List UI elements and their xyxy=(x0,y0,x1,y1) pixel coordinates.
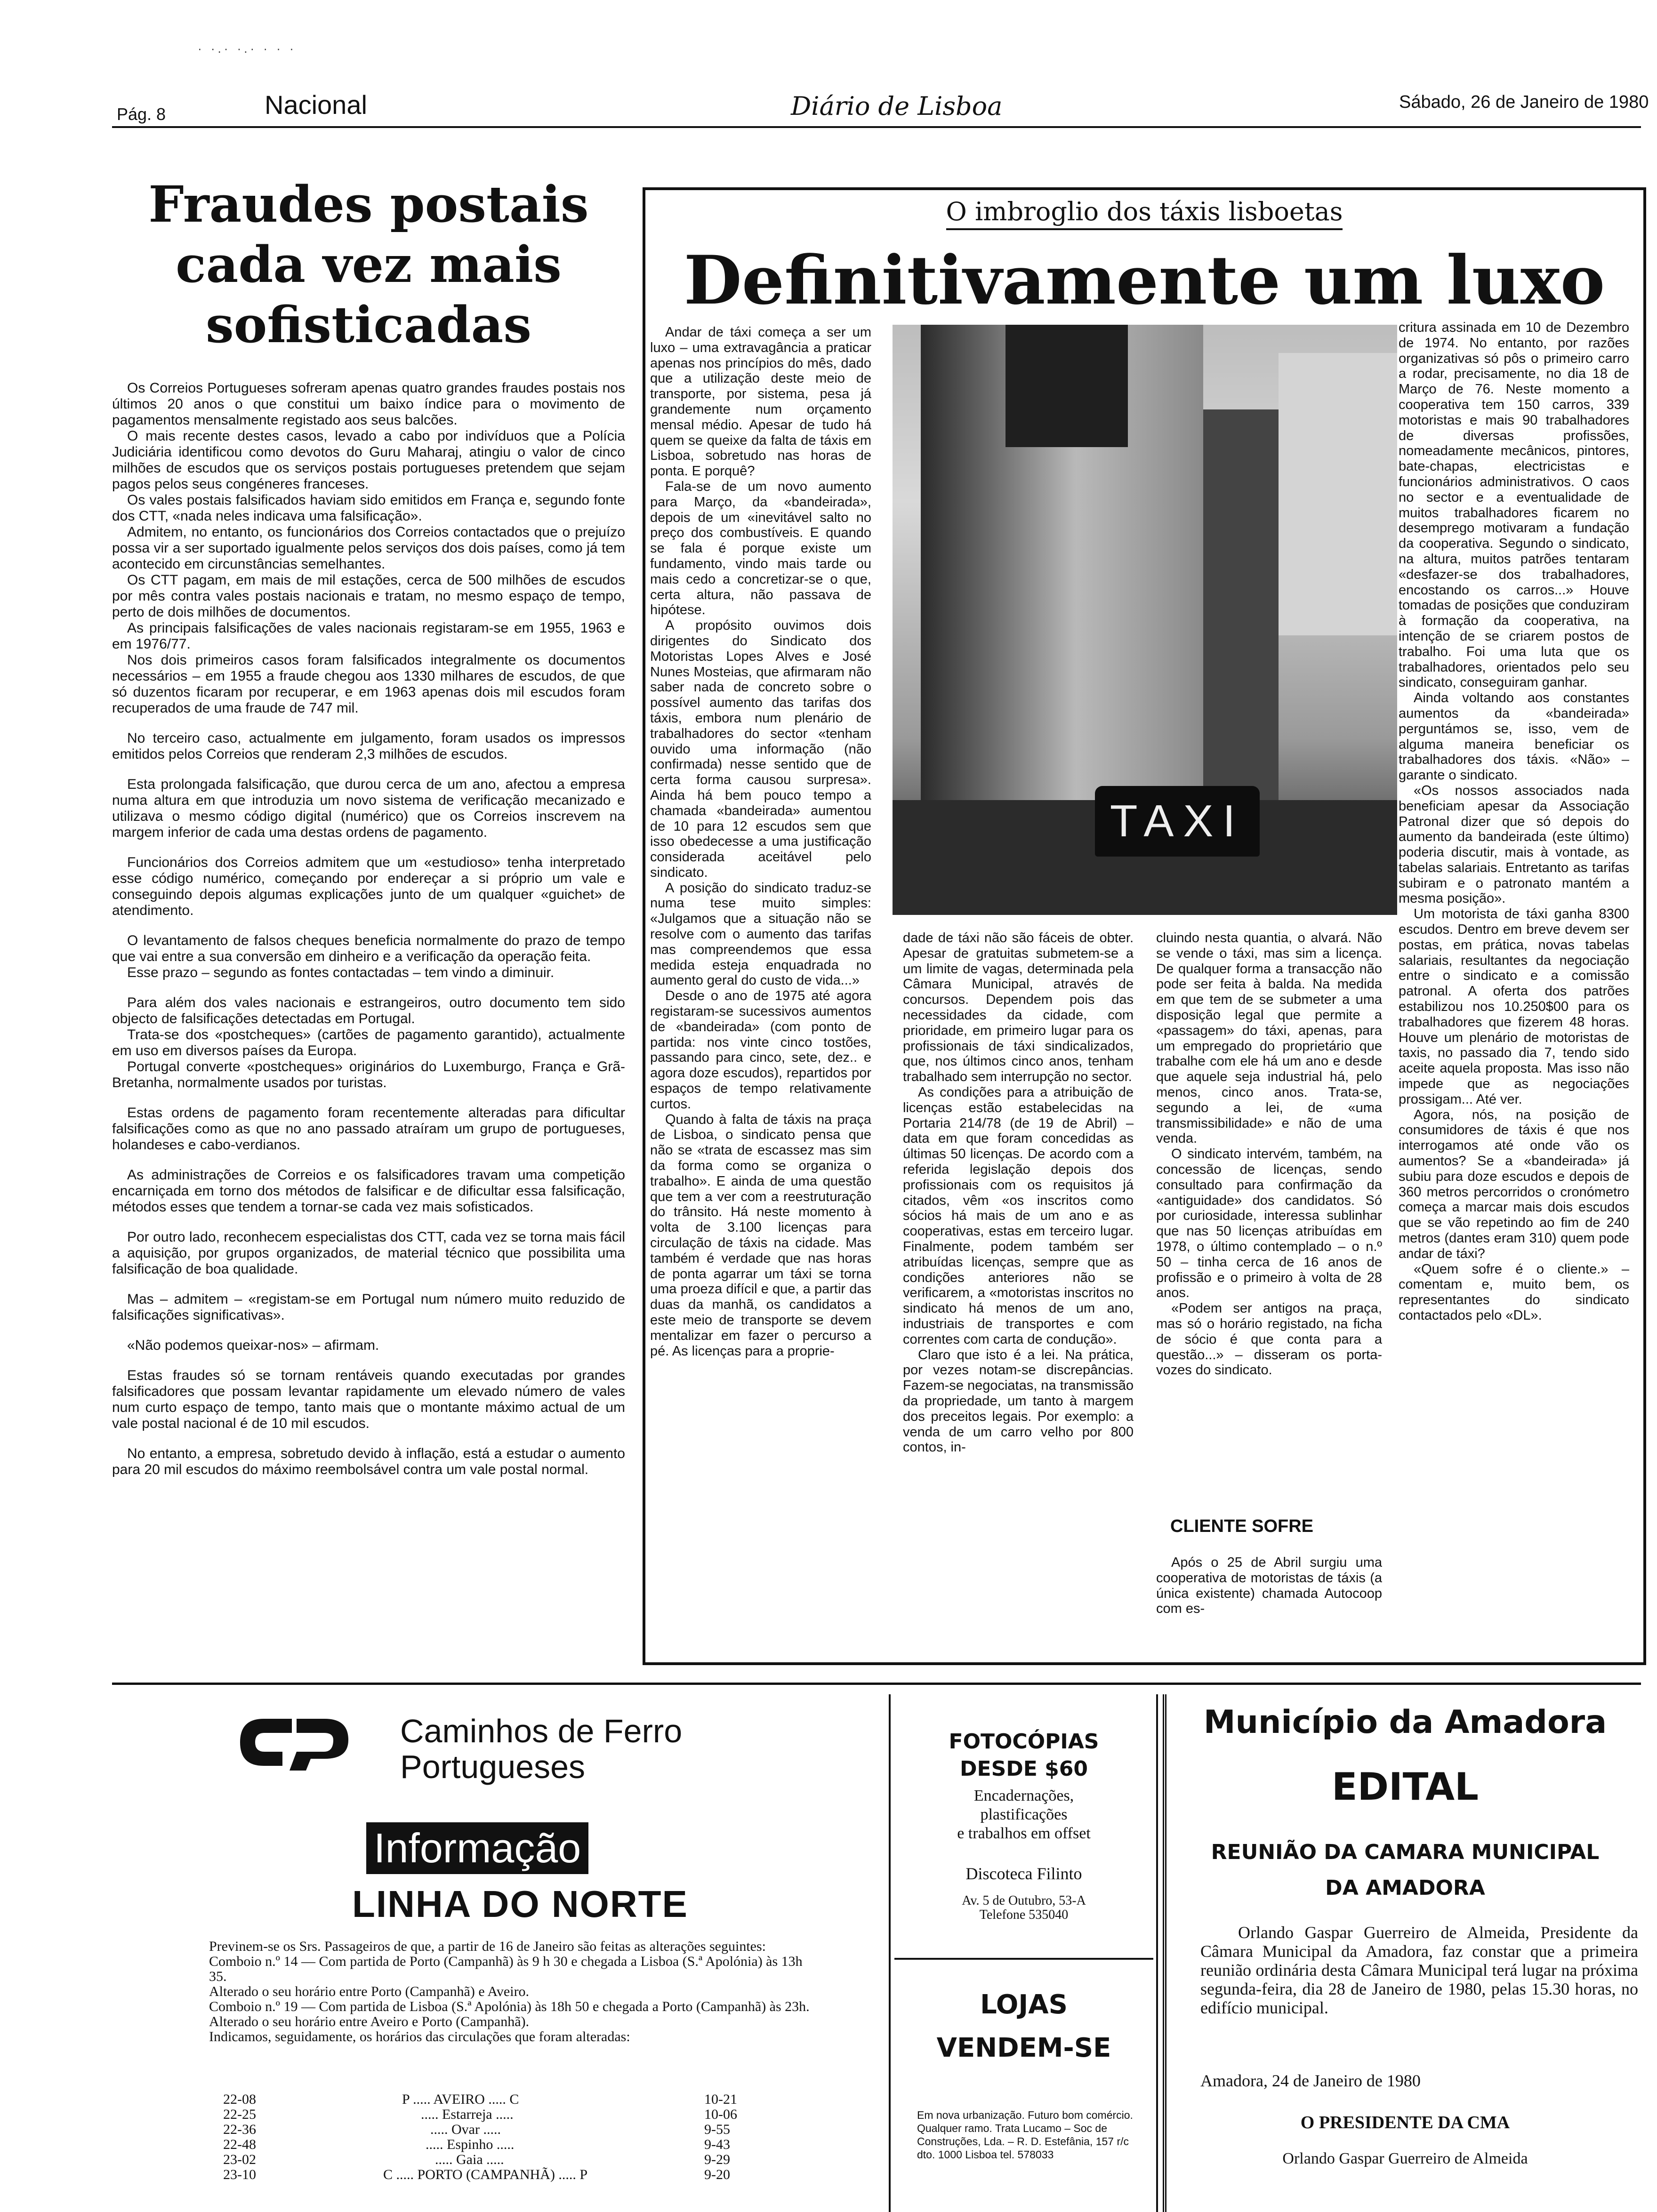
photo-sky xyxy=(1279,353,1397,635)
paragraph: Funcionários dos Correios admitem que um «estudioso» tenha interpretado esse código numérico, começando por endereçar a si próprio um vale e conseguindo depois algumas explicações junto de um qualquer «guichet» de atendimento. xyxy=(112,855,625,918)
page-number: Pág. 8 xyxy=(117,104,166,124)
header-rule xyxy=(112,126,1641,128)
ad-title-line: VENDEM-SE xyxy=(936,2033,1111,2063)
signatory-name: Orlando Gaspar Guerreiro de Almeida xyxy=(1282,2150,1528,2167)
notice-line: Previnem-se os Srs. Passageiros de que, a partir de 16 de Janeiro são feitas as alterações seguintes: xyxy=(209,1939,766,1954)
article-column-3-continued xyxy=(1156,1555,1382,1617)
timetable-row xyxy=(223,2107,835,2122)
scan-artifact-text: · ·.· ·.· · · · xyxy=(198,41,297,56)
column-divider xyxy=(1156,1694,1158,2212)
photo-building-tower xyxy=(1005,325,1128,447)
paragraph: Desde o ano de 1975 até agora registaram-se sucessivos aumentos de «bandeirada» (com ponto de partida: nos vinte cinco tostões, passando para cinco, sete, dez.. e agora doze escudos), repartidos por espaços de tempo relativamente curtos. xyxy=(650,988,871,1112)
paragraph: Um motorista de táxi ganha 8300 escudos. Dentro em breve devem ser postas, em prática, novas tabelas salariais, resultantes da negociação entre o sindicato e a comissão patronal. A oferta dos patrões estabilizou nos 10.250$00 para os trabalhadores que fizerem 48 horas. Houve um plenário de motoristas de taxis, no passado dia 7, tendo sido aceite aquela proposta. Mas isso não impede que as negociações prossigam... Até ver. xyxy=(1399,906,1629,1107)
issue-date: Sábado, 26 de Janeiro de 1980 xyxy=(1399,92,1649,112)
station: ..... Gaia ..... xyxy=(435,2152,504,2167)
paragraph: As administrações de Correios e os falsificadores travam uma competição encarniçada em torno dos métodos de falsificar e de dificultar essa falsificação, métodos esses que tendem a tornar-se cada vez mais sofisticados. xyxy=(112,1167,625,1215)
paragraph: Após o 25 de Abril surgiu uma cooperativa de motoristas de táxis (a única existente) chamada Autocoop com es- xyxy=(1156,1555,1382,1617)
paragraph: O levantamento de falsos cheques beneficia normalmente do prazo de tempo que vai entre a sua conversão em dinheiro e a verificação da operação feita. xyxy=(112,933,625,964)
paragraph: As principais falsificações de vales nacionais registaram-se em 1955, 1963 e em 1976/77. xyxy=(112,620,625,652)
taxi-roof-sign: TAXI xyxy=(1095,786,1260,857)
time-north: 9-55 xyxy=(704,2122,730,2137)
taxi-photo xyxy=(893,325,1397,915)
headline-line: cada vez mais xyxy=(176,235,562,294)
paragraph: O sindicato intervém, também, na concessão de licenças, sendo consultado para confirmação da «antiguidade» dos candidatos. Só por curiosidade, interessa sublinhar que nas 50 licenças atribuídas em 1978, o último contemplado – o n.º 50 – tinha cerca de 16 anos de profissão e o primeiro à volta de 28 anos. xyxy=(1156,1146,1382,1301)
station: ..... Estarreja ..... xyxy=(421,2107,514,2122)
paragraph: Fala-se de um novo aumento para Março, da «bandeirada», depois de um «inevitável salto no preço dos combustíveis. E quando se fala é porque existe um fundamento, vindo mais tarde ou mais cedo a concretizar-se o que, certa altura, não passava de hipótese. xyxy=(650,479,871,618)
paragraph: Esta prolongada falsificação, que durou cerca de um ano, afectou a empresa numa altura em que introduzia um novo sistema de verificação mecanizado e utilizava o mesmo código digital (numérico) que os Correios inscrevem na margem inferior de cada uma destas ordens de pagamento. xyxy=(112,777,625,840)
article-column-4 xyxy=(1399,320,1629,1323)
paragraph: A posição do sindicato traduz-se numa tese muito simples: «Julgamos que a situação não se resolve com o aumento das tarifas mas compreendemos que essa medida esteja enquadrada no aumento geral do custo de vida...» xyxy=(650,880,871,988)
paragraph: «Não podemos queixar-nos» – afirmam. xyxy=(127,1338,379,1353)
paragraph: Estas ordens de pagamento foram recentemente alteradas para dificultar falsificações como as que no ano passado atraíram um grupo de portugueses, holandeses e cabo-verdianos. xyxy=(112,1105,625,1153)
page-header xyxy=(0,0,1657,141)
paragraph: Esse prazo – segundo as fontes contactadas – tem vindo a diminuir. xyxy=(127,965,555,980)
timetable xyxy=(223,2092,835,2182)
notice-line: Comboio n.º 19 — Com partida de Lisboa (S.ª Apolónia) às 18h 50 e chegada a Porto (Campanhã) às 23h. xyxy=(209,1999,810,2014)
subheading: CLIENTE SOFRE xyxy=(1170,1516,1314,1536)
paragraph: Ainda voltando aos constantes aumentos da «bandeirada» perguntámos se, isso, vem de alguma maneira beneficiar os trabalhadores dos táxis. «Não» – garante o sindicato. xyxy=(1399,690,1629,783)
article-taxis-box xyxy=(643,187,1646,1665)
edict-title: EDITAL xyxy=(1331,1765,1479,1809)
station: C ..... PORTO (CAMPANHÃ) ..... P xyxy=(383,2167,588,2182)
paragraph: Para além dos vales nacionais e estrangeiros, outro documento tem sido objecto de falsificações detectadas em Portugal. xyxy=(112,995,625,1026)
ad-address xyxy=(894,1894,1153,1922)
kicker-text: O imbroglio dos táxis lisboetas xyxy=(946,197,1343,230)
ad-fotocopias-body xyxy=(894,1787,1153,1843)
edict-subtitle xyxy=(1163,1835,1648,1906)
municipality-name: Município da Amadora xyxy=(1203,1704,1607,1741)
timetable-row xyxy=(223,2122,835,2137)
timetable-row xyxy=(223,2137,835,2152)
ad-lojas-title xyxy=(894,1983,1153,2070)
station: ..... Espinho ..... xyxy=(426,2137,515,2152)
ad-line: plastificações xyxy=(980,1806,1068,1823)
paragraph: A propósito ouvimos dois dirigentes do Sindicato dos Motoristas Lopes Alves e José Nunes Mosteias, que afirmaram não saber nada de concreto sobre o possível aumento das tarifas dos táxis, embora num plenário de trabalhadores do sector «tenham ouvido uma informação (não confirmada) nesse sentido que de certa forma causou surpresa». Ainda há bem pouco tempo a chamada «bandeirada» aumentou de 10 para 12 escudos sem que isso obedecesse a uma justificação considerada aceitável pelo sindicato. xyxy=(650,618,871,880)
article-column-2 xyxy=(903,930,1134,1455)
notice-line: Comboio n.º 14 — Com partida de Porto (Campanhã) às 9 h 30 e chegada a Lisboa (S.ª Apolónia) às 13h 35. xyxy=(209,1954,803,1984)
timetable-row xyxy=(223,2152,835,2167)
section-rule xyxy=(112,1683,1641,1685)
ad-lojas-body: Em nova urbanização. Futuro bom comércio. Qualquer ramo. Trata Lucamo – Soc de Construções, Lda. – R. D. Estefânia, 157 r/c dto. 1000 Lisboa tel. 578033 xyxy=(917,2109,1133,2161)
paragraph: Andar de táxi começa a ser um luxo – uma extravagância a praticar apenas nos princípios do mês, dado que a utilização deste meio de transporte, por sistema, pesa já grandemente num orçamento mensal médio. Apesar de tudo há quem se queixe da falta de táxis em Lisboa, sobretudo nas horas de ponta. E porquê? xyxy=(650,325,871,479)
paragraph: Quando à falta de táxis na praça de Lisboa, o sindicato pensa que não se «trata de escassez mas sim da forma como se organiza o trabalho». E ainda de uma questão que tem a ver com a reestruturação do trânsito. Há neste momento à volta de 3.100 licenças para circulação de táxis na cidade. Mas também é verdade que nas horas de ponta agarrar um táxi se torna uma proeza difícil e que, a partir das duas da manhã, os candidatos a este meio de transporte se devem mentalizar em fazer o percurso a pé. As licenças para a proprie- xyxy=(650,1112,871,1359)
notice-line: Indicamos, seguidamente, os horários das circulações que foram alteradas: xyxy=(209,2029,630,2044)
company-name-line: Caminhos de Ferro xyxy=(400,1713,683,1749)
small-ads xyxy=(894,1694,1153,2212)
info-banner: Informação xyxy=(366,1822,588,1874)
paragraph: Por outro lado, reconhecem especialistas dos CTT, cada vez se torna mais fácil a aquisição, por grupos organizados, de material técnico que possibilita uma falsificação de boa qualidade. xyxy=(112,1229,625,1277)
paragraph: «Podem ser antigos na praça, mas só o horário registado, na ficha de sócio é que conta para a questão...» – disseram os porta-vozes do sindicato. xyxy=(1156,1301,1382,1378)
paragraph: Nos dois primeiros casos foram falsificados integralmente os documentos necessários – em 1955 a fraude chegou aos 1330 milhares de escudos, de que só duzentos ficaram por recuperar, e em 1963 apenas dois mil escudos foram recuperados de uma fraude de 747 mil. xyxy=(112,652,625,716)
paragraph: cluindo nesta quantia, o alvará. Não se vende o táxi, mas sim a licença. De qualquer forma a transacção não pode ser feita à balda. Na medida em que tem de se submeter a uma disposição legal que permite a «passagem» do táxi, apenas, para um empregado do proprietário que trabalhe com ele há um ano e desde que aquele seja industrial há, pelo menos, cinco anos. Trata-se, segundo a lei, de «uma transmissibilidade» e não de uma venda. xyxy=(1156,930,1382,1146)
company-name xyxy=(400,1713,682,1785)
time-south: 23-10 xyxy=(223,2167,256,2182)
section-name: Nacional xyxy=(265,90,367,120)
subtitle-line: DA AMADORA xyxy=(1325,1876,1485,1900)
paragraph: Agora, nós, na posição de consumidores de táxis é que nos interrogamos até onde vão os aumentos? Se a «bandeirada» já subiu para doze escudos e depois de 360 metros percorridos o cronómetro começa a marcar mais dois escudos que se vão repetindo ao fim de 240 metros (dantes eram 310) quem pode andar de táxi? xyxy=(1399,1107,1629,1261)
article-column-3 xyxy=(1156,930,1382,1378)
paragraph: Os vales postais falsificados haviam sido emitidos em França e, segundo fonte dos CTT, «nada neles indicava uma falsificação». xyxy=(112,492,625,524)
ad-line: e trabalhos em offset xyxy=(957,1825,1091,1842)
paragraph: «Os nossos associados nada beneficiam apesar da Associação Patronal dizer que só depois do aumento da bandeirada (este último) poderia discutir, mais à vontade, as tabelas salariais. Entretanto as tarifas subiram e o patronato mantém a mesma posição». xyxy=(1399,783,1629,906)
article-body xyxy=(112,380,625,1478)
line-title: LINHA DO NORTE xyxy=(352,1883,688,1925)
ad-line: Av. 5 de Outubro, 53-A xyxy=(962,1893,1086,1908)
article-headline xyxy=(112,174,625,355)
paragraph: Admitem, no entanto, os funcionários dos Correios contactados que o prejuízo possa vir a ser suportado igualmente pelos serviços dos dois países, como já tem acontecido em circunstâncias semelhantes. xyxy=(112,524,625,572)
paragraph: Os Correios Portugueses sofreram apenas quatro grandes fraudes postais nos últimos 20 anos o que constitui um baixo índice para o movimento de pagamentos mensalmente registado aos seus balcões. xyxy=(112,380,625,428)
ad-caminhos-de-ferro xyxy=(112,1694,865,2212)
station: P ..... AVEIRO ..... C xyxy=(402,2092,519,2107)
article-headline: Definitivamente um luxo xyxy=(684,241,1605,320)
paragraph: Mas – admitem – «registam-se em Portugal num número muito reduzido de falsificações significativas». xyxy=(112,1291,625,1323)
paragraph: Os CTT pagam, em mais de mil estações, cerca de 500 milhões de escudos por mês contra vales postais nacionais e tratam, no mesmo espaço de tempo, perto de dois milhões de documentos. xyxy=(112,572,625,620)
ad-title-line: FOTOCÓPIAS xyxy=(949,1730,1099,1754)
paragraph: Estas fraudes só se tornam rentáveis quando executadas por grandes falsificadores que possam levantar rapidamente um elevado número de vales num curto espaço de tempo, tanto mais que o montante máximo actual de um vale postal nacional é de 10 mil escudos. xyxy=(112,1368,625,1431)
paragraph: dade de táxi não são fáceis de obter. Apesar de gratuitas submetem-se a um limite de vagas, determinada pela Câmara Municipal, através de concursos. Dependem pois das necessidades da cidade, com prioridade, em primeiro lugar para os profissionais de táxi sindicalizados, que, nos últimos cinco anos, tenham trabalhado sem interrupção no sector. xyxy=(903,930,1134,1085)
timetable-row xyxy=(223,2167,835,2182)
time-south: 22-25 xyxy=(223,2107,256,2122)
ad-line: Telefone 535040 xyxy=(979,1907,1069,1922)
notice-line: Alterado o seu horário entre Porto (Campanhã) e Aveiro. xyxy=(209,1984,530,1999)
time-south: 23-02 xyxy=(223,2152,256,2167)
ad-title-line: LOJAS xyxy=(980,1989,1068,2020)
notice-line: Alterado o seu horário entre Aveiro e Porto (Campanhã). xyxy=(209,2014,530,2029)
timetable-notice xyxy=(195,1939,821,2044)
paragraph: critura assinada em 10 de Dezembro de 1974. No entanto, por razões organizativas só pôs o primeiro carro a rodar, precisamente, no dia 18 de Março de 76. Neste momento a cooperativa tem 150 carros, 339 motoristas e mais 90 trabalhadores de diversas profissões, nomeadamente mecânicos, pintores, bate-chapas, electricistas e funcionários administrativos. O caos no sector e a eventualidade de muitos trabalhadores ficarem no desemprego motivaram a fundação da cooperativa. Segundo o sindicato, na altura, muitos patrões tentaram «desfazer-se dos trabalhadores, encostando os carros...» Houve tomadas de posições que conduziram à formação da cooperativa, na intenção de se criarem postos de trabalho. Foi uma luta que os trabalhadores, orientados pelo seu sindicato, conseguiram ganhar. xyxy=(1399,320,1629,690)
subtitle-line: REUNIÃO DA CAMARA MUNICIPAL xyxy=(1211,1840,1600,1864)
time-north: 9-20 xyxy=(704,2167,730,2182)
time-north: 10-21 xyxy=(704,2092,737,2107)
paragraph: O mais recente destes casos, levado a cabo por indivíduos que a Polícia Judiciária identificou como devotos do Guru Maharaj, atingiu o valor de cinco milhões de escudos que os serviços postais portugueses pretendem que sejam pagos pelos seus congéneres franceses. xyxy=(112,428,625,492)
ad-title-line: DESDE $60 xyxy=(959,1757,1088,1781)
time-north: 10-06 xyxy=(704,2107,737,2122)
article-kicker xyxy=(645,197,1643,226)
paragraph: As condições para a atribuição de licenças estão estabelecidas na Portaria 214/78 (de 19 de Abril) – data em que foram concedidas as últimas 50 licenças. De acordo com a referida legislação depois dos profissionais com os requisitos já citados, vêm «os inscritos como sócios há mais de um ano e as cooperativas, estas em terceiro lugar. Finalmente, podem também ser atribuídas licenças, sempre que as condições anteriores não se verificarem, a «motoristas inscritos no sindicato há menos de um ano, industriais de transportes e com correntes com carta de condução». xyxy=(903,1084,1134,1347)
newspaper-masthead: Diário de Lisboa xyxy=(791,91,1003,121)
paragraph: Portugal converte «postcheques» originários do Luxemburgo, França e Grã-Bretanha, normalmente usados por turistas. xyxy=(112,1059,625,1090)
station: ..... Ovar ..... xyxy=(430,2122,501,2137)
timetable-row xyxy=(223,2092,835,2107)
edict-body: Orlando Gaspar Guerreiro de Almeida, Presidente da Câmara Municipal da Amadora, faz constar que a primeira reunião ordinária desta Câmara Municipal terá lugar na próxima segunda-feira, dia 28 de Janeiro de 1980, pelas 15.30 horas, no edifício municipal. xyxy=(1200,1923,1638,2017)
paragraph: No entanto, a empresa, sobretudo devido à inflação, está a estudar o aumento para 20 mil escudos do máximo reembolsável contra um vale postal normal. xyxy=(112,1446,625,1477)
time-south: 22-48 xyxy=(223,2137,256,2152)
company-name-line: Portugueses xyxy=(400,1748,586,1785)
ad-shop-name: Discoteca Filinto xyxy=(965,1864,1082,1883)
photo-building-side xyxy=(1203,409,1279,800)
time-north: 9-43 xyxy=(704,2137,730,2152)
time-south: 22-08 xyxy=(223,2092,256,2107)
headline-line: Fraudes postais xyxy=(148,175,589,233)
cp-logo-icon xyxy=(235,1714,353,1771)
ad-line: Encadernações, xyxy=(973,1787,1074,1804)
column-divider xyxy=(889,1694,891,2212)
paragraph: Claro que isto é a lei. Na prática, por vezes notam-se discrepâncias. Fazem-se negociatas, na transmissão da propriedade, um tanto à margem dos preceitos legais. Por exemplo: a venda de um carro velho por 800 contos, in- xyxy=(903,1347,1134,1455)
signatory-title: O PRESIDENTE DA CMA xyxy=(1300,2113,1510,2132)
paragraph: Trata-se dos «postcheques» (cartões de pagamento garantido), actualmente em uso em diversos países da Europa. xyxy=(112,1027,625,1058)
ad-divider xyxy=(894,1958,1153,1960)
article-column-1 xyxy=(650,325,871,1359)
ad-fotocopias-title xyxy=(894,1728,1153,1783)
time-south: 22-36 xyxy=(223,2122,256,2137)
time-north: 9-29 xyxy=(704,2152,730,2167)
paragraph: No terceiro caso, actualmente em julgamento, foram usados os impressos emitidos pelos Correios que renderam 2,3 milhões de escudos. xyxy=(112,730,625,762)
paragraph: «Quem sofre é o cliente.» – comentam e, muito bem, os representantes do sindicato contactados pelo «DL». xyxy=(1399,1261,1629,1323)
headline-line: sofisticadas xyxy=(205,295,532,354)
edict-date: Amadora, 24 de Janeiro de 1980 xyxy=(1200,2071,1421,2090)
ad-municipio-amadora xyxy=(1163,1694,1648,2212)
article-fraudes-postais xyxy=(112,174,625,1666)
